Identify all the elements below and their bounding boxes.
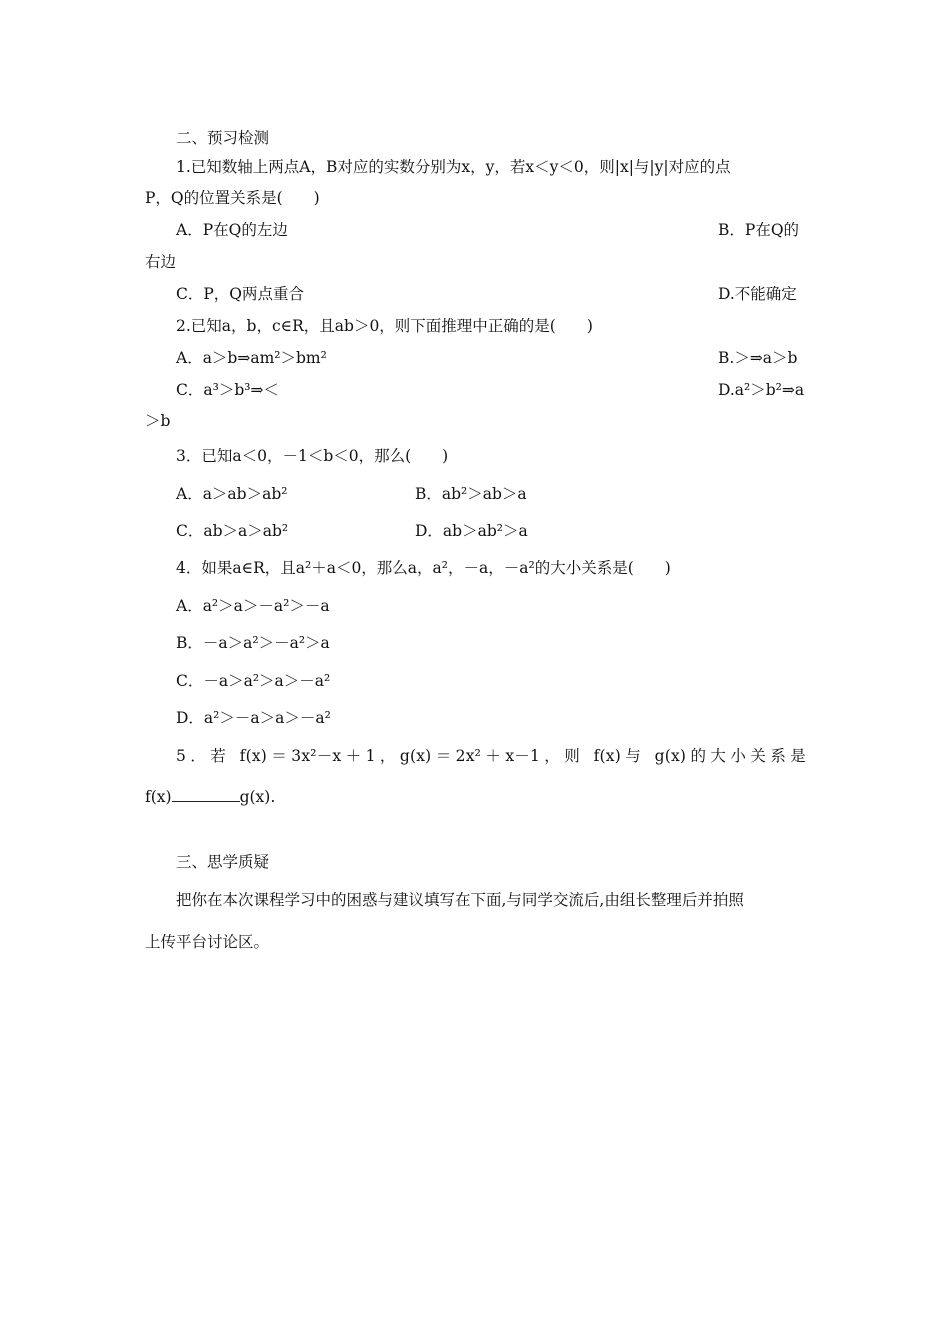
q5-answer-blank[interactable] <box>172 787 240 802</box>
section-title-preview: 二、预习检测 <box>176 129 270 147</box>
q1-stem-line1: 1.已知数轴上两点A，B对应的实数分别为x，y，若x＜y＜0，则|x|与|y|对应的点 <box>176 158 731 176</box>
q4-stem: 4．如果a∈R，且a²＋a＜0，那么a，a²，－a，－a²的大小关系是( ) <box>176 559 671 577</box>
q2-option-d-continued: ＞b <box>145 412 171 430</box>
q3-option-a: A．a＞ab＞ab² <box>176 485 288 503</box>
q1-option-b: B．P在Q的 <box>718 221 800 239</box>
reflection-paragraph-line1: 把你在本次课程学习中的困惑与建议填写在下面,与同学交流后,由组长整理后并拍照 <box>176 891 744 909</box>
q2-option-c: C．a³＞b³⇒＜ <box>176 381 279 399</box>
q3-option-d: D．ab＞ab²＞a <box>415 522 528 540</box>
q2-option-d: D.a²＞b²⇒a <box>718 381 805 399</box>
q1-option-d: D.不能确定 <box>718 285 797 303</box>
q4-option-c: C．－a＞a²＞a＞－a² <box>176 672 331 690</box>
q1-stem-line2: P，Q的位置关系是( ) <box>145 189 320 207</box>
q3-option-b: B．ab²＞ab＞a <box>415 485 527 503</box>
q3-stem: 3．已知a＜0，－1＜b＜0，那么( ) <box>176 447 449 465</box>
q5-answer-right: g(x). <box>239 788 276 806</box>
q5-answer-line <box>145 787 275 807</box>
q2-option-a: A．a＞b⇒am²＞bm² <box>176 349 327 367</box>
q2-stem: 2.已知a，b，c∈R，且ab＞0，则下面推理中正确的是( ) <box>176 317 593 335</box>
q1-option-b-continued: 右边 <box>145 253 177 271</box>
q1-option-c: C．P，Q两点重合 <box>176 285 304 303</box>
section-title-reflection: 三、思学质疑 <box>176 853 270 871</box>
q1-option-a: A．P在Q的左边 <box>176 221 288 239</box>
q4-option-b: B．－a＞a²＞－a²＞a <box>176 634 330 652</box>
q3-option-c: C．ab＞a＞ab² <box>176 522 289 540</box>
q4-option-d: D．a²＞－a＞a＞－a² <box>176 709 331 727</box>
q4-option-a: A．a²＞a＞－a²＞－a <box>176 597 330 615</box>
q2-option-b: B.＞⇒a＞b <box>718 349 798 367</box>
q5-answer-left: f(x) <box>145 788 172 806</box>
q5-stem: 5．若 f(x)＝3x²－x＋1，g(x)＝2x²＋x－1，则 f(x)与 g(x)的大小关系是 <box>176 747 806 765</box>
reflection-paragraph-line2: 上传平台讨论区。 <box>145 933 270 951</box>
